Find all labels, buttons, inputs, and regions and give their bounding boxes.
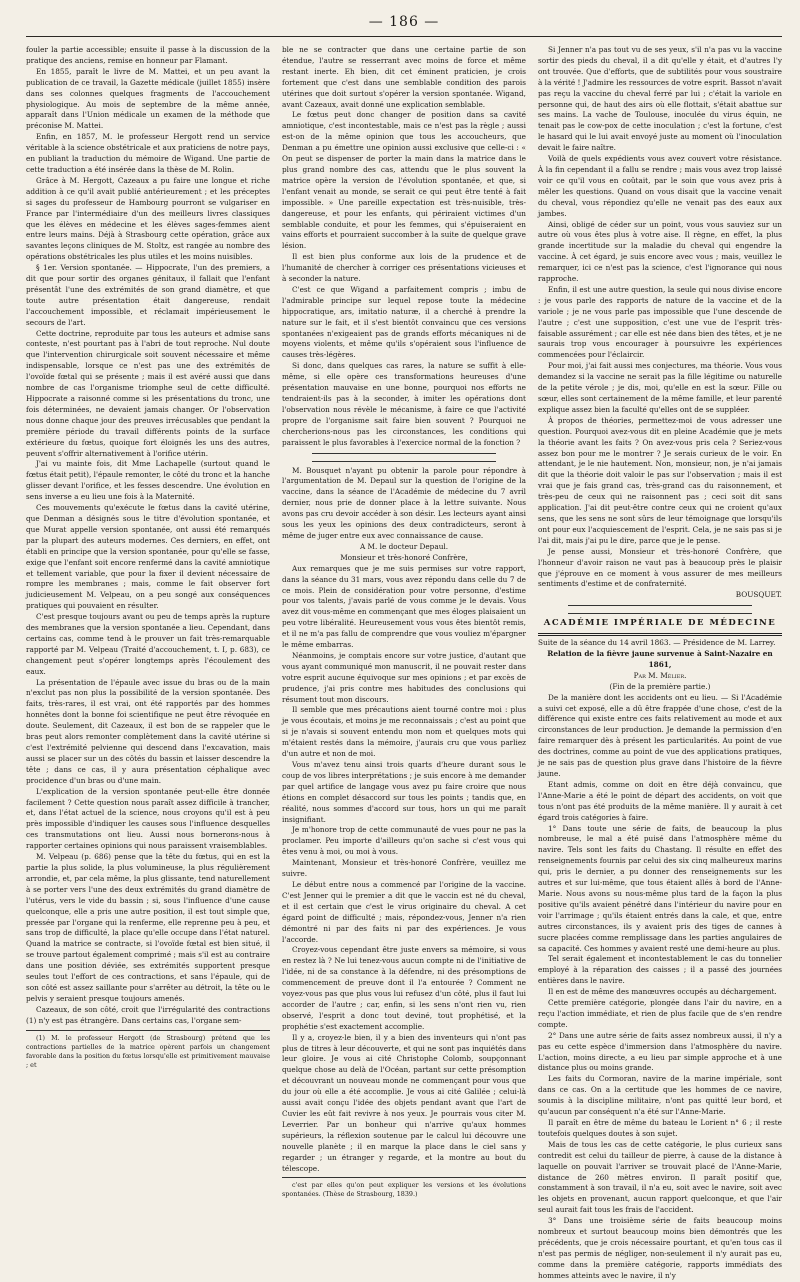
paragraph: Pour moi, j'ai fait aussi mes conjectures, ma théorie. Vous vous demandez si la vaccine ne serait pas la fille légitime ou naturelle de la petite vérole ; je dis, moi, qu'elle en est la sœur. Fille ou sœur, elles sont certainement de la même famille, et leur parenté explique assez bien la faculté qu'elles ont de se suppléer.	[538, 361, 782, 414]
paragraph: 3° Dans une troisième série de faits beaucoup moins nombreux et surtout beaucoup moins bien démontrés que les précédents, que je crois nécessaire pourtant, et qu'en tous cas il n'est pas permis de négliger, non-seulement il n'y aurait pas eu, comme dans la première catégorie, rapports immédiats des hommes atteints avec le navire, il n'y	[538, 1216, 782, 1280]
paragraph: Il paraît en être de même du bateau le Lorient n° 6 ; il reste toutefois quelques doutes à son sujet.	[538, 1118, 782, 1138]
paragraph: C'est presque toujours avant ou peu de temps après la rupture des membranes que la version spontanée a lieu. Cependant, dans certains cas, comme tend à le prouver un fait très-remarquable rapporté par M. Velpeau (Traité d'accouchement, t. I, p. 683), ce changement peut s'opérer longtemps après l'écoulement des eaux.	[26, 612, 270, 676]
paragraph: Je pense aussi, Monsieur et très-honoré Confrère, que l'honneur d'avoir raison ne vaut pas à beaucoup près le plaisir que j'éprouve en ce moment à vous assurer de mes meilleurs sentiments d'estime et de confraternité.	[538, 546, 782, 589]
paragraph: Je m'honore trop de cette communauté de vues pour ne pas la proclamer. Peu importe d'ailleurs qu'on sache si c'est vous qui êtes venu à moi, ou moi à vous.	[282, 825, 526, 857]
page-header	[26, 12, 782, 37]
paragraph: M. Bousquet n'ayant pu obtenir la parole pour répondre à l'argumentation de M. Depaul sur la question de l'origine de la vaccine, dans la séance de l'Académie de médecine du 7 avril dernier, nous prie de donner place à la lettre suivante. Nous avons pas cru devoir accéder à son désir. Les lecteurs ayant ainsi sous les yeux les opinions des deux contradicteurs, seront à même de juger entre eux avec connaissance de cause.	[282, 465, 526, 540]
paragraph: Enfin, il est une autre question, la seule qui nous divise encore : je vous parle des rapports de nature de la vaccine et de la variole ; je ne vous parle pas impossible que l'une descende de l'autre ; c'est une supposition, c'est une vue de l'esprit très-faisable assurément ; car elle est née dans bien des têtes, et je ne saurais trop vous encourager à poursuivre les expériences commencées pour l'éclaircir.	[538, 284, 782, 360]
paragraph: Si Jenner n'a pas tout vu de ses yeux, s'il n'a pas vu la vaccine sortir des pieds du cheval, il a dit qu'elle y était, et d'autres l'y ont trouvée. Que d'efforts, que de subtilités pour vous soustraire à la vérité ! J'admire les ressources de votre esprit. Bassot n'avait pas reçu la vaccine du cheval ferré par lui ; c'était la variole en personne qui, de haut des airs où elle flottait, s'était abattue sur ses mains. La vache de Toulouse, inoculée du virus équin, ne tenait pas le cow-pox de cette inoculation ; c'est la fortune, c'est le hasard qui le lui avait envoyé juste au moment où l'inoculation devait le faire naître.	[538, 45, 782, 153]
paragraph: 2° Dans une autre série de faits assez nombreux aussi, il n'y a pas eu cette espèce d'immersion dans l'atmosphère du navire. L'action, moins directe, a eu lieu par simple approche et à une distance plus ou moins grande.	[538, 1030, 782, 1073]
paragraph: Maintenant, Monsieur et très-honoré Confrère, veuillez me suivre.	[282, 858, 526, 879]
paragraph: 1° Dans toute une série de faits, de beaucoup la plus nombreuse, le mal a été puisé dans l'atmosphère même du navire. Tels sont les faits du Chastang. Il résulte en effet des renseignements fournis par celui des six cinq malheureux marins qui, pris le dernier, a pu donner des renseignements sur les autres et sur lui-même, que tous étaient allés à bord de l'Anne-Marie. Nous avons su nous-même plus tard de la façon la plus positive qu'ils avaient pénétré dans l'intérieur du navire pour en voir l'arrimage ; qu'ils étaient entrés dans la cale, et que, entre autres circonstances, ils y avaient pris des tiges de cannes à sucre placées comme remplissage dans les parties angulaires de sa capacité. Ces hommes y avaient resté une demi-heure au plus.	[538, 823, 782, 953]
paragraph: Il en est de même des manœuvres occupés au déchargement.	[548, 987, 777, 997]
paragraph: Cazeaux, de son côté, croit que l'irrégularité des contractions (1) n'y est pas étrangère. Dans certains cas, l'organe sem-	[26, 1004, 270, 1025]
ornamental-rule	[312, 453, 496, 462]
paragraph: Le fœtus peut donc changer de position dans sa cavité amniotique, c'est incontestable, mais ce n'est pas la règle ; aussi est-on de la même opinion que tous les accoucheurs, que Denman a pu émettre une opinion aussi exclusive que celle-ci : « On peut se dispenser de porter la main dans la matrice dans le plus grand nombre des cas, attendu que le plus souvent la matrice opère la version de l'évolution spontanée, et que, si l'enfant venait au monde, se serait ce qui peut être tenté à fait impossible. » Une pareille expectation est très-nuisible, très-dangereuse, et pour les enfants, qui périraient victimes d'un semblable conduite, et pour les femmes, qui s'épuiseraient en vains efforts et pourraient succomber à la suite de quelque grave lésion.	[282, 110, 526, 251]
paragraph: Voilà de quels expédients vous avez couvert votre résistance. À la fin cependant il a fallu se rendre ; mais vous avez trop laissé voir ce qu'il vous en coûtait, par le soin que vous avez pris à mêler les questions. Quand on vous disait que la vaccine venait du cheval, vous répondiez qu'elle ne venait pas des eaux aux jambes.	[538, 154, 782, 218]
paragraph: Le début entre nous a commencé par l'origine de la vaccine. C'est Jenner qui le premier a dit que le vaccin est né du cheval, et il est certain que c'est le virus originaire du cheval. A cet égard point de difficulté ; mais, répondez-vous, Jenner n'a rien démontré ni par des faits ni par des expériences. Je vous l'accorde.	[282, 879, 526, 944]
paragraph: Il est bien plus conforme aux lois de la prudence et de l'humanité de chercher à corriger ces présentations vicieuses et à seconder la nature.	[282, 252, 526, 284]
paragraph: Il semble que mes précautions aient tourné contre moi : plus je vous écoutais, et moins je me reconnaissais ; c'est au point que si je n'avais si souvent entendu mon nom et quelques mots qui m'étaient restés dans la mémoire, j'aurais cru que vous parliez d'un autre et non de moi.	[282, 705, 526, 759]
paragraph: Si donc, dans quelques cas rares, la nature se suffit à elle-même, si elle opère ces transformations heureuses d'une présentation mauvaise en une bonne, pourquoi nos efforts ne tendraient-ils pas à la seconder, à imiter les opérations dont l'observation nous révèle le mécanisme, à faire ce que l'activité propre de l'organisme sait faire bien souvent ? Pourquoi ne chercherions-nous pas les circonstances, les conditions qui paraissent le plus favorables à l'exercice normal de la fonction ?	[282, 361, 526, 447]
paragraph: fouler la partie accessible; ensuite il passe à la discussion de la pratique des anciens, remise en honneur par Flamant.	[26, 45, 270, 65]
paragraph: Etant admis, comme on doit en être déjà convaincu, que l'Anne-Marie a été le point de départ des accidents, on voit que tous n'ont pas été produits de la même manière. Il y aurait à cet égard trois catégories à faire.	[538, 779, 782, 822]
paragraph: Vous m'avez tenu ainsi trois quarts d'heure durant sous le coup de vos libres interprétations ; je suis encore à me demander par quel artifice de langage vous avez pu faire croire que nous étions en complet désaccord sur tous les points ; tandis que, en réalité, nous sommes d'accord sur tous, hors un qui me paraît insignifiant.	[282, 760, 526, 824]
report-author: Par M. Mélier.	[633, 670, 687, 680]
double-rule	[538, 633, 782, 636]
paragraph: C'est ce que Wigand a parfaitement compris ; imbu de l'admirable principe sur lequel repose toute la médecine hippocratique, ars, imitatio naturæ, il a cherché à prendre la nature sur le fait, et il s'est bientôt convaincu que ces versions spontanées n'exigeaient pas de grands efforts mécaniques ni de moyens violents, et même qu'ils s'opéraient sous l'influence de causes très-légères.	[282, 284, 526, 360]
paragraph: Mais de tous les cas de cette catégorie, le plus curieux sans contredit est celui du tailleur de pierre, à cause de la distance à laquelle on pouvait l'arriver se trouvait placé de l'Anne-Marie, distance de 260 mètres environ. Il paraît positif que, constamment à son travail, il n'a eu, soit avec le navire, soit avec les objets en provenant, aucun rapport quelconque, et que l'air seul aurait fait tous les frais de l'accident.	[538, 1139, 782, 1215]
paragraph: Grâce à M. Hergott, Cazeaux a pu faire une longue et riche addition à ce qu'il avait publié antérieurement ; et les préceptes si sages du professeur de Hambourg pourront se vulgariser en France par l'intermédiaire d'un des meilleurs livres classiques que les élèves en médecine et les élèves sages-femmes aient entre leurs mains. Déjà à Strasbourg cette opération, grâce aux savantes leçons cliniques de M. Stoltz, est rangée au nombre des opérations obstétricales les plus utiles et les moins nuisibles.	[26, 175, 270, 262]
column-3	[538, 45, 782, 1280]
page-number: — 186 —	[368, 14, 440, 30]
paragraph: L'explication de la version spontanée peut-elle être donnée facilement ? Cette question nous paraît assez difficile à trancher, et, dans l'état actuel de la science, nous croyons qu'il est à peu près impossible d'indiquer les causes sous l'influence desquelles ces transmutations ont lieu. Aussi nous bornerons-nous à rapporter certaines opinions qui nous paraissent vraisemblables.	[26, 786, 270, 851]
letter-salutation: Monsieur et très-honoré Confrère,	[340, 552, 468, 562]
footnote-rule	[282, 1177, 526, 1178]
letter-heading: A M. le docteur Depaul.	[359, 541, 449, 551]
paragraph: Enfin, en 1857, M. le professeur Hergott rend un service véritable à la science obstétricale et aux praticiens de notre pays, en publiant la traduction du mémoire de Wigand. Une partie de cette traduction a été insérée dans la thèse de M. Rolin.	[26, 132, 270, 174]
paragraph: Tel serait également et incontestablement le cas du tonnelier employé à la réparation des caisses ; il a passé des journées entières dans le navire.	[538, 954, 782, 986]
paragraph: Ainsi, obligé de céder sur un point, vous vous sauviez sur un autre où vous êtes plus à votre aise. Il règne, en effet, la plus grande incertitude sur la maladie du cheval qui engendre la vaccine. À cet égard, je suis encore avec vous ; mais, veuillez le remarquer, ici ce n'est pas la science, c'est l'ignorance qui nous rapproche.	[538, 219, 782, 284]
report-part: (Fin de la première partie.)	[609, 681, 711, 691]
paragraph: Cette doctrine, reproduite par tous les auteurs et admise sans conteste, n'est pourtant pas à l'abri de tout reproche. Nul doute que l'intervention chirurgicale soit souvent nécessaire et même indispensable, lorsque ce n'est pas une des extrémités de l'ovoïde fœtal qui se présente ; mais il est avéré aussi que dans nombre de cas l'organisme triomphe seul de cette difficulté. Hippocrate a raisonné comme si les présentations du tronc, une fois déterminées, ne devaient jamais changer. Or l'observation nous donne chaque jour des preuves irrécusables que pendant la première période du travail différents points de la surface extérieure du fœtus, quoique fort éloignés les uns des autres, peuvent s'offrir alternativement à l'orifice utérin.	[26, 328, 270, 458]
paragraph: Cette première catégorie, plongée dans l'air du navire, en a reçu l'action immédiate, et rien de plus facile que de s'en rendre compte.	[538, 998, 782, 1029]
paragraph: Ces mouvements qu'exécute le fœtus dans la cavité utérine, que Denman a désignés sous le titre d'évolution spontanée, et que Murat appelle version spontanée, ont aussi été remarqués par la plupart des auteurs modernes. Ces derniers, en effet, ont établi en principe que la version spontanée, pour qu'elle se fasse, exige que l'enfant soit encore renfermé dans la cavité amniotique et tellement variable, que pour la fixer il devient nécessaire de rompre les membranes ; mais, comme le fait observer fort judicieusement M. Velpeau, on a peu songé aux conséquences pratiques qui pouvaient en résulter.	[26, 503, 270, 611]
footnote: (1) M. le professeur Hergott (de Strasbourg) prétend que les contractions partielles de la matrice opèrent parfois un changement favorable dans la position du fœtus lorsqu'elle est primitivement mauvaise ; et	[26, 1033, 270, 1069]
paragraph: En 1855, paraît le livre de M. Mattei, et un peu avant la publication de ce travail, la Gazette médicale (juillet 1855) insère dans ses colonnes quelques fragments de l'accouchement physiologique. Au mois de septembre de la même année, apparaît dans l'Union médicale un examen de la méthode que préconise M. Mattei.	[26, 66, 270, 131]
paragraph: § 1er. Version spontanée. — Hippocrate, l'un des premiers, a dit que pour sortir des organes génitaux, il fallait que l'enfant présentât l'une des extrémités de son grand diamètre, et que toute autre présentation était dangereuse, rendait l'accouchement impossible, et réclamait impérieusement le secours de l'art.	[26, 263, 270, 327]
paragraph: Néanmoins, je comptais encore sur votre justice, d'autant que vous ayant communiqué mon manuscrit, il ne pouvait rester dans votre esprit aucune équivoque sur mes opinions ; et par excès de prudence, j'ai pris contre mes habitudes des conclusions qui résument tout mon discours.	[282, 650, 526, 704]
column-1	[26, 45, 270, 1165]
section-subtitle: Suite de la séance du 14 avril 1863. — Présidence de M. Larrey.	[538, 638, 776, 648]
paragraph: À propos de théories, permettez-moi de vous adresser une question. Pourquoi avez-vous dit en pleine Académie que je mets la théorie avant les faits ? On avez-vous pris cela ? Seriez-vous assez bon pour me le montrer ? Je serais curieux de le voir. En attendant, je le nie hautement. Non, monsieur, non, je n'ai jamais dit que la théorie doit valoir le pas sur l'observation ; mais il est vrai que je fais grand cas, très-grand cas du raisonnement, et très-peu de ceux qui ne raisonnent pas ; ceci soit dit sans application. J'ai dit peut-être contre ceux qui ne croient qu'aux sens, que les sens ne sont sûrs de leur témoignage que lorsqu'ils ont pour eux l'acquiescement de l'esprit. Cela, je ne sais pas si je l'ai dit, mais j'ai pu le dire, parce que je le pense.	[538, 415, 782, 545]
section-title: ACADÉMIE IMPÉRIALE DE MÉDECINE	[543, 618, 777, 629]
paragraph: Il y a, croyez-le bien, il y a bien des inventeurs qui n'ont pas plus de titres à leur découverte, et qui ne sont pas inquiétés dans leur gloire. Je vous ai cité Christophe Colomb, soupçonnant quelque chose au delà de l'Océan, partant sur cette présomption et découvrant un nouveau monde ne commençant pour vous que du jour où elle a été accomplie. Je vous ai cité Galilée ; celui-là aussi avait conçu l'idée des objets pendant avant que l'art de Cuvier les eût fait revivre à nos yeux. Je pourrais vous citer M. Leverrier. Par un bonheur qui n'arrive qu'aux hommes supérieurs, la réflexion soutenue par le calcul lui découvre une nouvelle planète ; il en marque la place dans le ciel sans y regarder ; un étranger y regarde, et la montre au bout du télescope.	[282, 1032, 526, 1173]
paragraph: Aux remarques que je me suis permises sur votre rapport, dans la séance du 31 mars, vous avez répondu dans celle du 7 de ce mois. Plein de considération pour votre personne, d'estime pour vos talents, j'avais parlé de vous comme je le devais. Vous avez dit vous-même en commençant que mes éloges plaisaient un peu votre libéralité. Heureusement vous vous êtes bientôt remis, et il ne m'a pas fallu de comprendre que vous vouliez m'épargner le même embarras.	[282, 563, 526, 650]
footnote-rule	[26, 1030, 270, 1031]
paragraph: La présentation de l'épaule avec issue du bras ou de la main n'exclut pas non plus la possibilité de la version spontanée. Des faits, très-rares, il est vrai, ont été rapportés par des hommes honnêtes dont la bonne foi scientifique ne peut être révoquée en doute. Seulement, dit Cazeaux, il est bon de se rappeler que le bras peut alors remonter complètement dans la cavité utérine si c'est l'extrémité pelvienne qui descend dans l'excavation, mais aussi se placer sur un des côtés du bassin et laisser descendre la tête ; dans ce cas, il y aura présentation céphalique avec procidence d'un bras ou d'une main.	[26, 677, 270, 785]
paragraph: ble ne se contracter que dans une certaine partie de son étendue, l'autre se resserrant avec moins de force et même restant inerte. Eh bien, dit cet éminent praticien, je crois fortement que c'est dans une semblable condition des parois utérines que doit surtout s'opérer la version spontanée. Wigand, avant Cazeaux, avait donné une explication semblable.	[282, 45, 526, 109]
signature: BOUSQUET.	[735, 590, 782, 600]
columns	[26, 45, 782, 1280]
paragraph: Les faits du Cormoran, navire de la marine impériale, sont dans ce cas. On a la certitude que les hommes de ce navire, soumis à la discipline militaire, n'ont pas quitté leur bord, et qu'aucun par conséquent n'a été sur l'Anne-Marie.	[538, 1074, 782, 1117]
paragraph: Croyez-vous cependant être juste envers sa mémoire, si vous en restez là ? Ne lui tenez-vous aucun compte ni de l'initiative de l'idée, ni de sa constance à la défendre, ni des présomptions de commencement de preuve dont il l'a entourée ? Comment ne voyez-vous pas que plus vous lui refusez d'un côté, plus il faut lui accorder de l'autre ; car, enfin, si les sens n'ont rien vu, rien observé, l'esprit a donc tout deviné, tout prophétisé, et la prophétie s'est exactement accomplie.	[282, 945, 526, 1031]
column-2	[282, 45, 526, 1199]
report-title: Relation de la fièvre jaune survenue à Saint-Nazaire en 1861,	[547, 649, 773, 669]
footnote: c'est par elles qu'on peut expliquer les versions et les évolutions spontanées. (Thèse de Strasbourg, 1839.)	[282, 1181, 526, 1199]
ornamental-rule	[568, 605, 752, 614]
paragraph: M. Velpeau (p. 686) pense que la tête du fœtus, qui en est la partie la plus solide, la plus volumineuse, la plus régulièrement arrondie, et, par cela même, la plus glissante, tend naturellement à se porter vers l'une des deux extrémités du grand diamètre de l'utérus, vers le vide du bassin ; si, sous l'influence d'une cause quelconque, elle a pris une autre position, il est tout simple que, pressée par l'organe qui la renferme, elle reprenne peu à peu, et sans trop de difficulté, la place qu'elle occupe dans l'état naturel. Quand la matrice se contracte, si l'ovoïde fœtal est bien situé, il se trouve partout également comprimé ; mais s'il est au contraire dans une position déviée, ses extrémités supportent presque seules tout l'effort de ces contractions, et sans l'épaule, qui de son côté est assez saillante pour s'arrêter au détroit, la tête ou le pelvis y seraient presque toujours amenés.	[26, 852, 270, 1003]
paragraph: J'ai vu mainte fois, dit Mme Lachapelle (surtout quand le fœtus était petit), l'épaule remonter, le côté du tronc et la hanche glisser devant l'orifice, et les fesses descendre. Une évolution en sens inverse a eu lieu une fois à la Maternité.	[26, 459, 270, 502]
paragraph: De la manière dont les accidents ont eu lieu. — Si l'Académie a suivi cet exposé, elle a dû être frappée d'une chose, c'est de la différence qui existe entre ces faits relativement au mode et aux circonstances de leur production. Je demande la permission d'en faire remarquer dès à présent les particularités. Au point de vue des doctrines, comme au point de vue des applications pratiques, je ne sais pas de question plus grave dans l'histoire de la fièvre jaune.	[538, 692, 782, 778]
